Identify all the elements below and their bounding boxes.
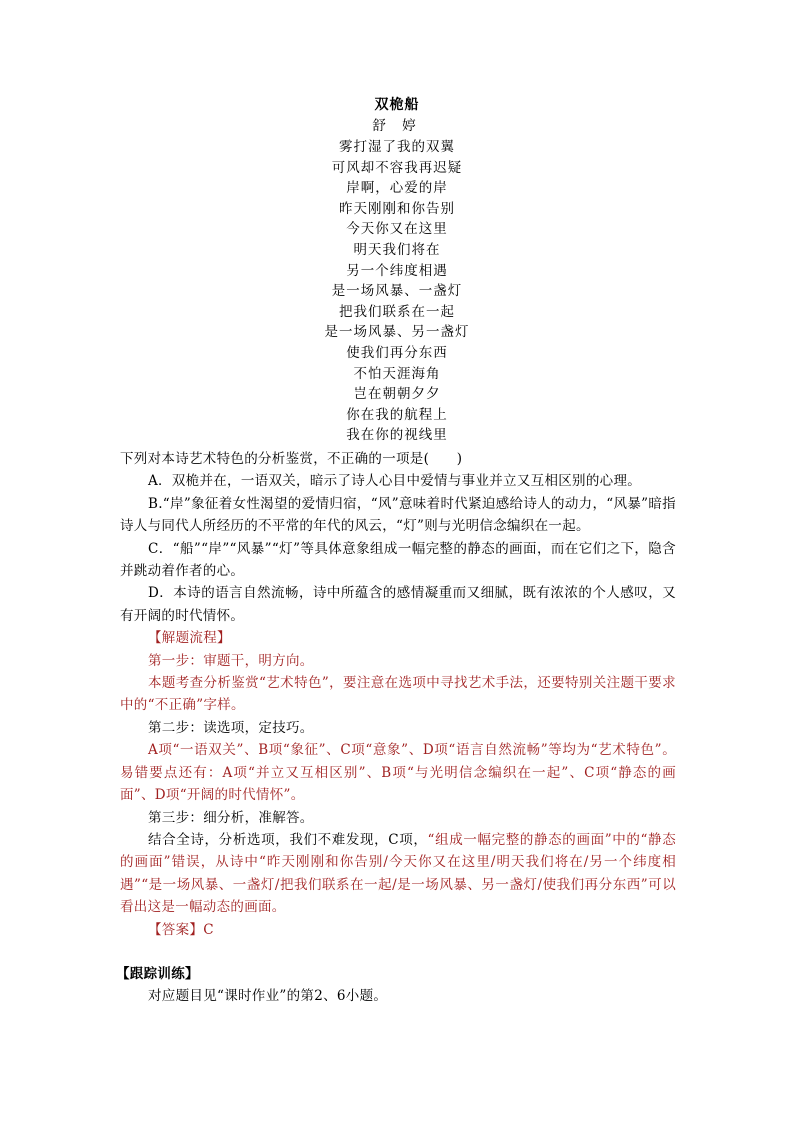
step3-text-b: “组成一幅完整的静态的画面”中的“静态的画面”错误，从诗中“昨天刚刚和你告别/今天你又在这里/明天我们将在/另一个纬度相遇”“是一场风暴、一盏灯/把我们联系在一起/是一场风暴、另一盏灯/使我们再分东西”可以看出这是一幅动态的画面。 [120,831,676,916]
poem-line: 不怕天涯海角 [353,365,441,382]
step1-title: 第一步：审题干，明方向。 [148,652,314,669]
step2-text: A项“一语双关”、B项“象征”、C项“意象”、D项“语言自然流畅”等均为“艺术特色”。易错要点还有：A项“并立又互相区别”、B项“与光明信念编织在一起”、C项“静态的画面”、D项“开阔的时代情怀”。 [120,742,676,804]
step3-text [120,829,676,919]
step2-title: 第二步：读选项，定技巧。 [148,719,314,736]
followup-heading: 【跟踪训练】 [116,965,199,982]
answer-label: 【答案】 [148,921,204,938]
step3-title: 第三步：细分析，准解答。 [148,809,314,826]
poem-line: 雾打湿了我的双翼 [339,139,455,155]
poem-line: 另一个纬度相遇 [346,262,448,279]
answer [120,919,676,941]
step1-text: 本题考查分析鉴赏“艺术特色”，要注意在选项中寻找艺术手法，还要特别关注题干要求中的“不正确”字样。 [120,675,676,714]
poem-author: 舒 婷 [372,118,422,134]
poem-line: 你在我的航程上 [346,406,448,423]
poem-line: 岸啊，心爱的岸 [346,180,448,197]
poem-line: 是一场风暴、一盏灯 [331,283,463,300]
option-b: B.“岸”象征着女性渴望的爱情归宿，“风”意味着时代紧迫感给诗人的动力，“风暴”暗指诗人与同代人所经历的不平常的年代的风云，“灯”则与光明信念编织在一起。 [120,495,676,535]
option-c: C．“船”“岸”“风暴”“灯”等具体意象组成一幅完整的静态的画面，而在它们之下，隐含并跳动着作者的心。 [120,540,676,580]
step3-text-a: 结合全诗，分析选项，我们不难发现，C项， [148,831,428,848]
answer-value: C [203,921,214,938]
poem-line: 我在你的视线里 [346,427,448,444]
poem-line: 昨天刚刚和你告别 [339,200,455,217]
followup-text: 对应题目见“课时作业”的第2、6小题。 [148,988,388,1005]
poem-line: 可风却不容我再迟疑 [331,159,463,176]
question-stem: 下列对本诗艺术特色的分析鉴赏，不正确的一项是( ) [120,451,463,467]
question-section [116,448,676,1008]
option-d: D．本诗的语言自然流畅，诗中所蕴含的感情凝重而又细腻，既有浓浓的个人感叹，又有开阔的时代情怀。 [120,585,676,624]
solution-heading: 【解题流程】 [148,630,231,647]
option-a: A．双桅并在，一语双关，暗示了诗人心目中爱情与事业并立又互相区别的心理。 [148,473,642,490]
poem-line: 明天我们将在 [353,241,441,258]
poem-line: 把我们联系在一起 [339,303,455,320]
spacer [120,941,676,963]
poem-line: 岂在朝朝夕夕 [353,386,441,403]
poem-line: 使我们再分东西 [346,344,448,361]
poem-line: 今天你又在这里 [346,221,448,238]
poem [0,95,794,446]
poem-line: 是一场风暴、另一盏灯 [324,324,470,341]
poem-title: 双桅船 [374,97,420,113]
